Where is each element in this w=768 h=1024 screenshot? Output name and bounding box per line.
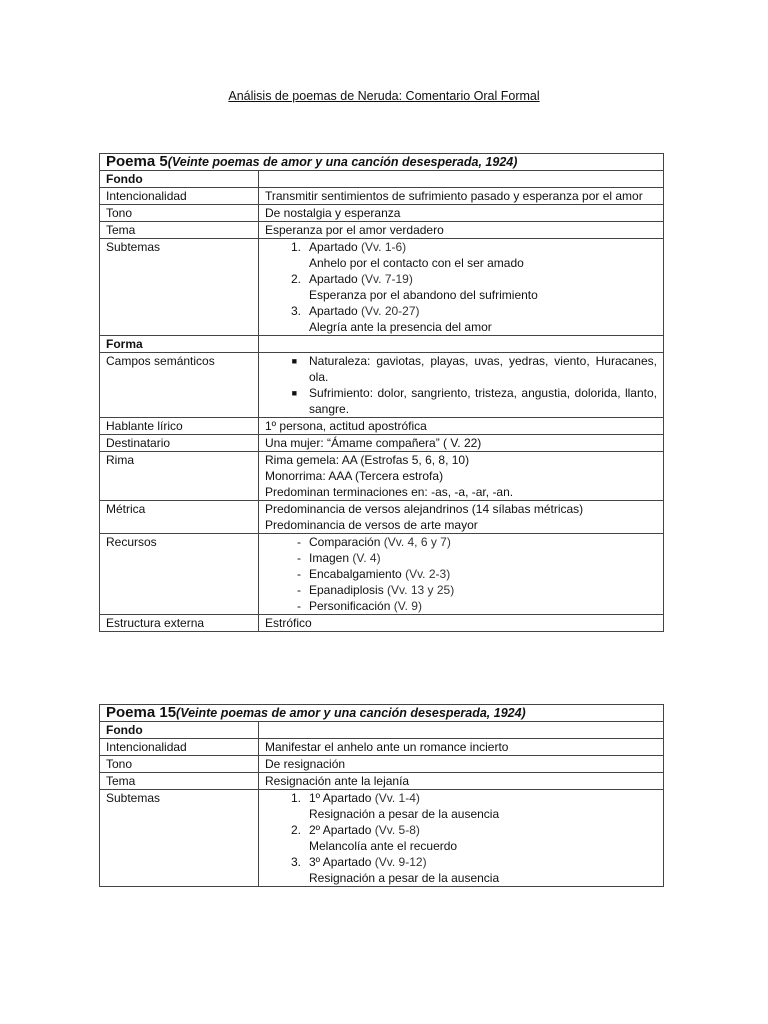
bullet-icon: ■ [291, 356, 297, 366]
rima-line: Predominan terminaciones en: -as, -a, -ar, -an. [265, 485, 514, 499]
intencionalidad-row [100, 739, 664, 756]
intencionalidad-value: Transmitir sentimientos de sufrimiento pasado y esperanza por el amor [259, 188, 664, 205]
intencionalidad-label: Intencionalidad [100, 739, 259, 756]
poem-15-source: (Veinte poemas de amor y una canción desesperada, 1924) [176, 706, 526, 720]
destinatario-value: Una mujer: “Ámame compañera” ( V. 22) [259, 435, 664, 452]
poem-15-header [100, 705, 664, 722]
bullet-icon: ■ [291, 388, 297, 398]
subtemas-row [100, 790, 664, 887]
hablante-row [100, 418, 664, 435]
subtemas-list [265, 790, 657, 886]
estructura-label: Estructura externa [100, 615, 259, 632]
intencionalidad-row [100, 188, 664, 205]
campos-list [265, 353, 657, 417]
campos-row [100, 353, 664, 418]
destinatario-row [100, 435, 664, 452]
list-item: - Personificación (V. 9) [297, 599, 422, 613]
recursos-list [265, 534, 657, 614]
list-item: 3. 3º Apartado (Vv. 9-12) Resignación a pesar de la ausencia [290, 855, 500, 885]
poem-15-name: Poema 15 [106, 704, 177, 721]
estructura-value: Estrófico [259, 615, 664, 632]
list-item: 1. Apartado (Vv. 1-6) Anhelo por el contacto con el ser amado [290, 240, 524, 270]
list-item: 2. 2º Apartado (Vv. 5-8) Melancolía ante el recuerdo [290, 823, 458, 853]
poem-5-source: (Veinte poemas de amor y una canción desesperada, 1924) [167, 155, 518, 169]
list-item: ■ Naturaleza: gaviotas, playas, uvas, yedras, viento, Huracanes, ola. [265, 353, 657, 385]
fondo-label: Fondo [100, 171, 259, 188]
subtemas-label: Subtemas [100, 790, 259, 887]
tono-label: Tono [100, 756, 259, 773]
subtemas-row [100, 239, 664, 336]
list-item: - Epanadiplosis (Vv. 13 y 25) [297, 583, 455, 597]
recursos-label: Recursos [100, 534, 259, 615]
tema-value: Esperanza por el amor verdadero [259, 222, 664, 239]
rima-line: Rima gemela: AA (Estrofas 5, 6, 8, 10) [265, 453, 470, 467]
list-item: - Imagen (V. 4) [297, 551, 381, 565]
list-item: 2. Apartado (Vv. 7-19) Esperanza por el abandono del sufrimiento [290, 272, 538, 302]
tono-value: De resignación [259, 756, 664, 773]
tema-label: Tema [100, 773, 259, 790]
tono-value: De nostalgia y esperanza [259, 205, 664, 222]
rima-row [100, 452, 664, 501]
hablante-value: 1º persona, actitud apostrófica [259, 418, 664, 435]
destinatario-label: Destinatario [100, 435, 259, 452]
metrica-line: Predominancia de versos alejandrinos (14 sílabas métricas) [265, 502, 584, 516]
intencionalidad-value: Manifestar el anhelo ante un romance incierto [259, 739, 664, 756]
fondo-row [100, 171, 664, 188]
hablante-label: Hablante lírico [100, 418, 259, 435]
tono-label: Tono [100, 205, 259, 222]
tono-row [100, 756, 664, 773]
forma-label: Forma [100, 336, 259, 353]
poem-5-name: Poema 5 [106, 153, 168, 170]
subtemas-label: Subtemas [100, 239, 259, 336]
poem-5-header [100, 154, 664, 171]
list-item: ■ Sufrimiento: dolor, sangriento, tristeza, angustia, dolorida, llanto, sangre. [265, 385, 657, 417]
forma-row [100, 336, 664, 353]
recursos-row [100, 534, 664, 615]
campos-label: Campos semánticos [100, 353, 259, 418]
list-item: 1. 1º Apartado (Vv. 1-4) Resignación a pesar de la ausencia [290, 791, 500, 821]
tema-row [100, 222, 664, 239]
rima-label: Rima [100, 452, 259, 501]
metrica-line: Predominancia de versos de arte mayor [265, 518, 478, 532]
tono-row [100, 205, 664, 222]
list-item: - Encabalgamiento (Vv. 2-3) [297, 567, 451, 581]
tema-value: Resignación ante la lejanía [259, 773, 664, 790]
subtemas-list [265, 239, 657, 335]
list-item: - Comparación (Vv. 4, 6 y 7) [297, 535, 451, 549]
tema-label: Tema [100, 222, 259, 239]
metrica-label: Métrica [100, 501, 259, 534]
rima-line: Monorrima: AAA (Tercera estrofa) [265, 469, 444, 483]
intencionalidad-label: Intencionalidad [100, 188, 259, 205]
fondo-label: Fondo [100, 722, 259, 739]
fondo-row [100, 722, 664, 739]
estructura-row [100, 615, 664, 632]
list-item: 3. Apartado (Vv. 20-27) Alegría ante la presencia del amor [290, 304, 492, 334]
metrica-row [100, 501, 664, 534]
tema-row [100, 773, 664, 790]
poem-15-table [99, 704, 664, 887]
document-title: Análisis de poemas de Neruda: Comentario Oral Formal [228, 89, 540, 103]
poem-5-table [99, 153, 664, 632]
